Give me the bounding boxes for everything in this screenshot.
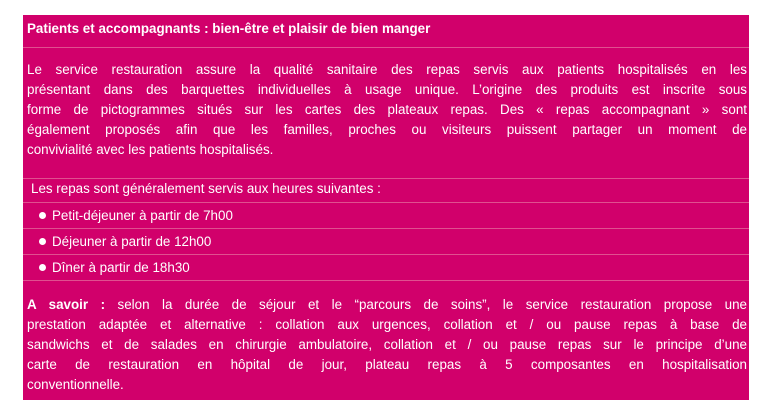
- intro-line: Le service restauration assure la qualité sanitaire des repas servis aux patients hospitalisés en les: [27, 62, 747, 77]
- info-panel: [23, 15, 749, 400]
- note-line: carte de restauration en hôpital de jour, plateau repas à 5 composantes en hospitalisation: [27, 357, 747, 372]
- schedule-item-label: Petit-déjeuner à partir de 7h00: [52, 208, 233, 223]
- schedule-item: [23, 206, 749, 226]
- bullet-icon: [39, 212, 46, 219]
- schedule-item: [23, 258, 749, 278]
- bullet-icon: [39, 238, 46, 245]
- intro-line: forme de pictogrammes situés sur les cartes des plateaux repas. Des « repas accompagnant » sont: [27, 102, 747, 117]
- schedule-item-label: Déjeuner à partir de 12h00: [52, 234, 212, 249]
- divider: [23, 202, 749, 203]
- note-line: sandwichs et de salades en chirurgie ambulatoire, collation et / ou pause repas sur le principe d’une: [27, 337, 747, 352]
- note-first-line: [23, 295, 749, 315]
- section-title: Patients et accompagnants : bien-être et plaisir de bien manger: [27, 21, 431, 36]
- note-line: prestation adaptée et alternative : collation aux urgences, collation et / ou pause repas à base de: [27, 317, 747, 332]
- intro-line: convivialité avec les patients hospitalisés.: [27, 142, 274, 157]
- divider: [23, 47, 749, 48]
- divider: [23, 280, 749, 281]
- note-text: selon la durée de séjour et le “parcours de soins”, le service restauration propose une: [117, 297, 747, 312]
- schedule-heading: Les repas sont généralement servis aux heures suivantes :: [31, 181, 381, 196]
- note-label: A savoir :: [27, 297, 106, 312]
- note-line: conventionnelle.: [27, 377, 124, 392]
- schedule-item-label: Dîner à partir de 18h30: [52, 260, 190, 275]
- schedule-item: [23, 232, 749, 252]
- bullet-icon: [39, 264, 46, 271]
- divider: [23, 228, 749, 229]
- divider: [23, 254, 749, 255]
- intro-line: présentant dans des barquettes individuelles à usage unique. L’origine des produits est inscrite sous: [27, 82, 747, 97]
- intro-line: également proposés afin que les familles, proches ou visiteurs puissent partager un moment de: [27, 122, 747, 137]
